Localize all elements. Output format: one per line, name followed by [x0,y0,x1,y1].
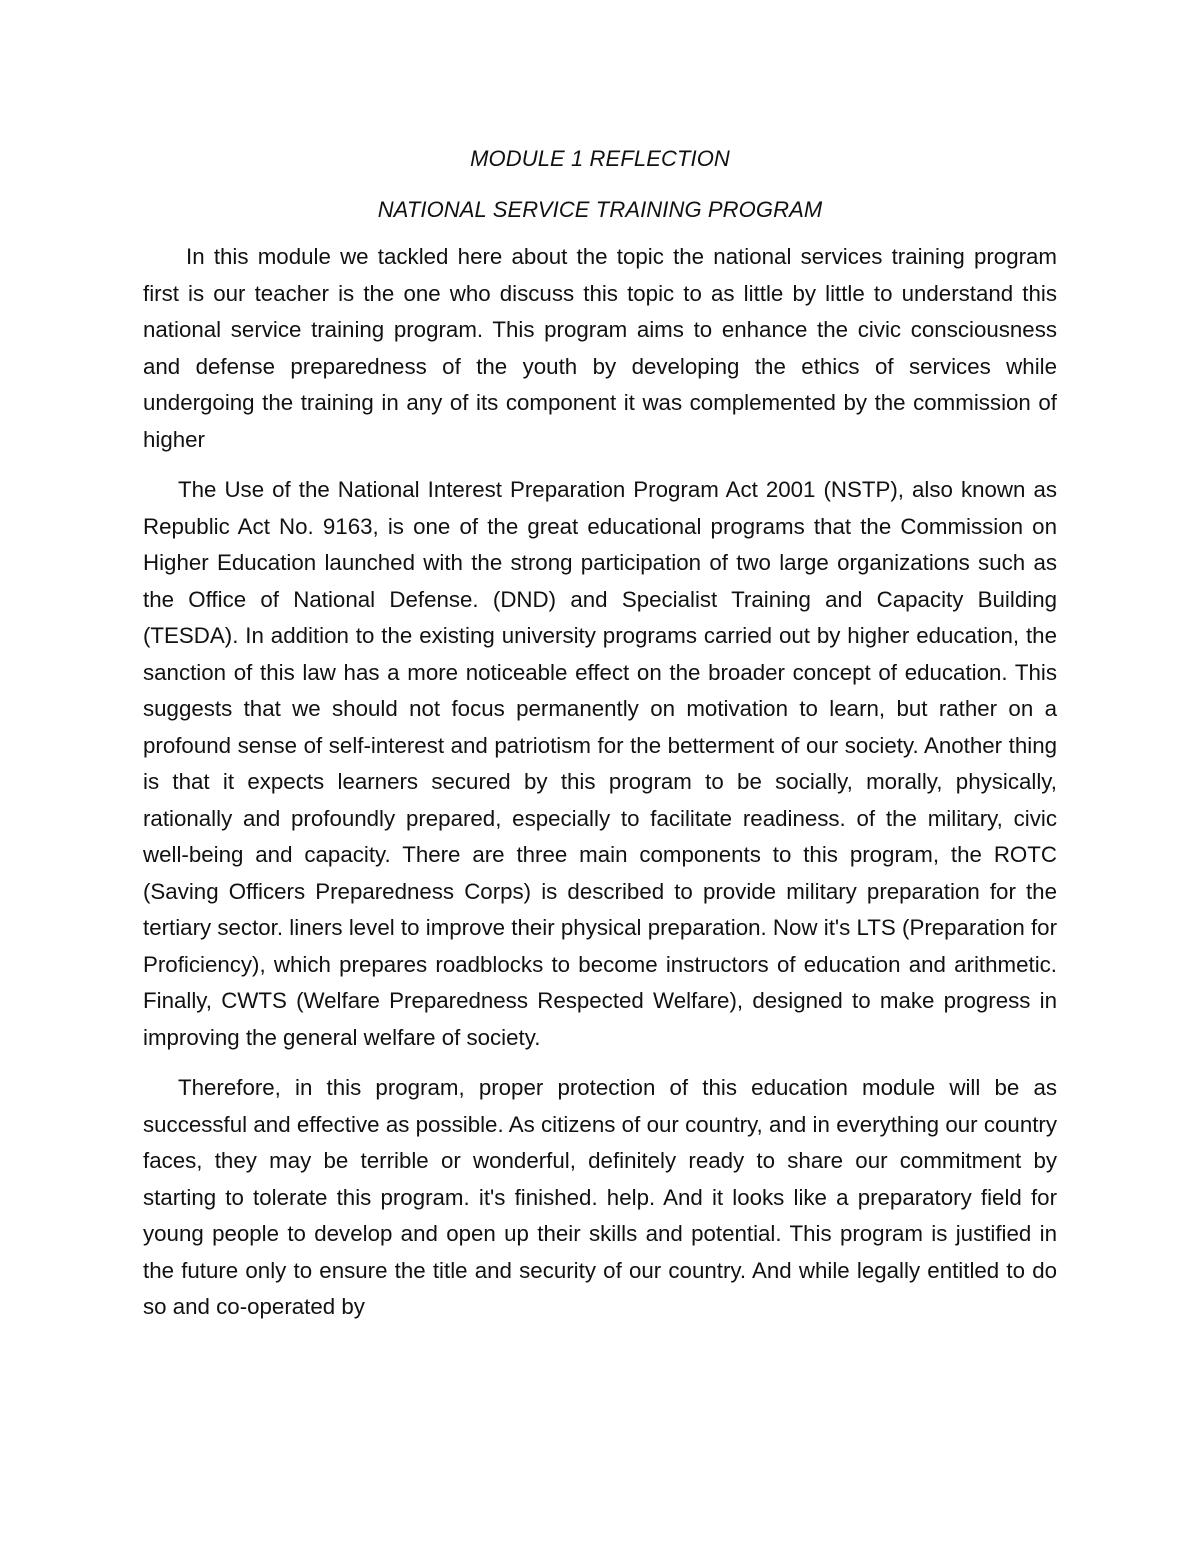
paragraph-1: In this module we tackled here about the topic the national services training program first is our teacher is the one who discuss this topic to as little by little to understand this national service training program. This program aims to enhance the civic consciousness and defense preparedness of the youth by developing the ethics of services while undergoing the training in any of its component it was complemented by the commission of higher [143,244,1057,452]
document-title: MODULE 1 REFLECTION [470,146,730,171]
document-subtitle: NATIONAL SERVICE TRAINING PROGRAM [377,197,823,222]
paragraph-2: The Use of the National Interest Preparation Program Act 2001 (NSTP), also known as Republic Act No. 9163, is one of the great educational programs that the Commission on Higher Education launched with the strong participation of two large organizations such as the Office of National Defense. (DND) and Specialist Training and Capacity Building (TESDA). In addition to the existing university programs carried out by higher education, the sanction of this law has a more noticeable effect on the broader concept of education. This suggests that we should not focus permanently on motivation to learn, but rather on a profound sense of self-interest and patriotism for the betterment of our society. Another thing is that it expects learners secured by this program to be socially, morally, physically, rationally and profoundly prepared, especially to facilitate readiness. of the military, civic well-being and capacity. There are three main components to this program, the ROTC (Saving Officers Preparedness Corps) is described to provide military preparation for the tertiary sector. liners level to improve their physical preparation. Now it's LTS (Preparation for Proficiency), which prepares roadblocks to become instructors of education and arithmetic. Finally, CWTS (Welfare Preparedness Respected Welfare), designed to make progress in improving the general welfare of society. [143,477,1057,1050]
document-body [143,143,1057,1326]
paragraph-3: Therefore, in this program, proper protection of this education module will be as successful and effective as possible. As citizens of our country, and in everything our country faces, they may be terrible or wonderful, definitely ready to share our commitment by starting to tolerate this program. it's finished. help. And it looks like a preparatory field for young people to develop and open up their skills and potential. This program is justified in the future only to ensure the title and security of our country. And while legally entitled to do so and co-operated by [143,1075,1057,1319]
